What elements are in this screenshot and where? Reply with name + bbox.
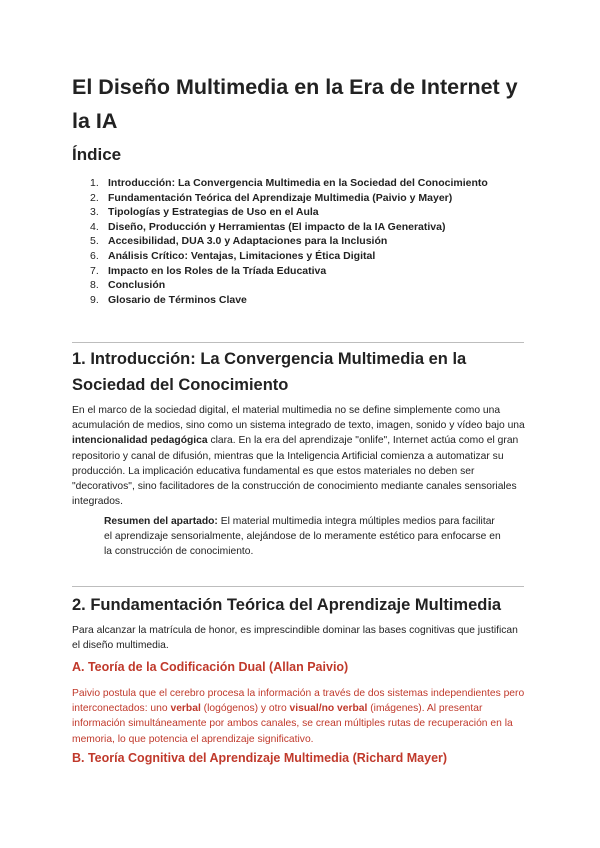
toc-item[interactable]: 2. Fundamentación Teórica del Aprendizaje Multimedia (Paivio y Mayer) <box>90 191 453 204</box>
subsection-b-heading: B. Teoría Cognitiva del Aprendizaje Multimedia (Richard Mayer) <box>72 751 448 765</box>
toc-item-label: Introducción: La Convergencia Multimedia en la Sociedad del Conocimiento <box>108 177 488 189</box>
section1-summary <box>104 514 504 560</box>
summary-label: Resumen del apartado: <box>104 516 218 527</box>
toc-item[interactable]: 4. Diseño, Producción y Herramientas (El impacto de la IA Generativa) <box>90 220 446 233</box>
subsection-a-paragraph: Paivio postula que el cerebro procesa la información a través de dos sistemas independientes pero interconectados: uno verbal (logógenos) y otro visual/no verbal (imágenes). Al presentar información simultáneamente por ambos canales, se crean múltiples rutas de recuperación en la memoria, lo que potencia el aprendizaje significativo. <box>72 688 525 745</box>
toc-item-label: Fundamentación Teórica del Aprendizaje Multimedia (Paivio y Mayer) <box>108 191 453 204</box>
toc-item-label: Diseño, Producción y Herramientas (El impacto de la IA Generativa) <box>108 220 446 233</box>
toc-item-label: Accesibilidad, DUA 3.0 y Adaptaciones para la Inclusión <box>108 235 388 248</box>
toc-item-label: Conclusión <box>108 279 166 292</box>
toc-item[interactable]: 6. Análisis Crítico: Ventajas, Limitaciones y Ética Digital <box>90 249 376 262</box>
toc-item[interactable]: 9. Glosario de Términos Clave <box>90 293 247 306</box>
toc-item[interactable]: 5. Accesibilidad, DUA 3.0 y Adaptaciones para la Inclusión <box>90 235 388 248</box>
section2-heading: 2. Fundamentación Teórica del Aprendizaje Multimedia <box>72 596 502 614</box>
section1-paragraph: En el marco de la sociedad digital, el material multimedia no se define simplemente como una acumulación de medios, sino como un sistema integrado de texto, imagen, sonido y vídeo bajo una intencionalidad pedagógica clara. En la era del aprendizaje "onlife", Internet actúa como el gran repositorio y canal de difusión, mientras que la Inteligencia Artificial comienza a automatizar su producción. La implicación educativa fundamental es que estos materiales no deben ser "decorativos", sino facilitadores de la construcción de conocimiento mediante canales sensoriales integrados. <box>72 405 525 508</box>
toc-item-label: Impacto en los Roles de la Tríada Educativa <box>108 264 327 277</box>
table-of-contents <box>90 176 488 307</box>
toc-item-label: Análisis Crítico: Ventajas, Limitaciones y Ética Digital <box>108 249 376 262</box>
emphasis-text: intencionalidad pedagógica <box>72 435 208 447</box>
section1-heading: 1. Introducción: La Convergencia Multimedia en la Sociedad del Conocimiento <box>72 350 467 394</box>
subsection-a-heading: A. Teoría de la Codificación Dual (Allan Paivio) <box>72 660 349 674</box>
toc-item[interactable]: 8. Conclusión <box>90 279 166 292</box>
toc-item[interactable]: 7. Impacto en los Roles de la Tríada Educativa <box>90 264 327 277</box>
index-heading: Índice <box>72 145 122 164</box>
emphasis-verbal: verbal <box>170 703 201 715</box>
section-divider <box>72 342 524 343</box>
toc-item[interactable]: 3. Tipologías y Estrategias de Uso en el Aula <box>90 206 319 219</box>
section2-intro: Para alcanzar la matrícula de honor, es imprescindible dominar las bases cognitivas que justifican el diseño multimedia. <box>72 625 518 652</box>
document-title: El Diseño Multimedia en la Era de Internet y la IA <box>72 75 518 133</box>
summary-text: El material multimedia integra múltiples medios para facilitar el aprendizaje sensorialmente, alejándose de lo meramente estético para enfocarse en la construcción de conocimiento. <box>104 516 501 558</box>
toc-item-label: Tipologías y Estrategias de Uso en el Aula <box>108 206 319 219</box>
toc-item[interactable]: 1. Introducción: La Convergencia Multimedia en la Sociedad del Conocimiento <box>90 177 488 189</box>
toc-item-label: Glosario de Términos Clave <box>108 293 247 306</box>
section-divider <box>72 586 524 587</box>
emphasis-visual: visual/no verbal <box>289 703 368 715</box>
